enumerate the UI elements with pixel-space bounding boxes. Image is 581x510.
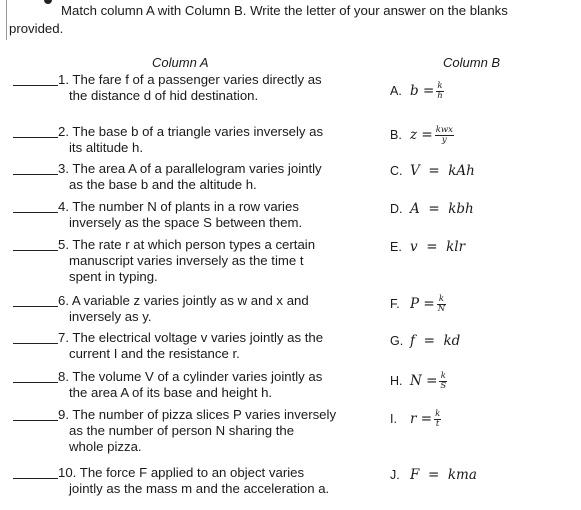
column-a-item <box>13 407 353 456</box>
fraction-denominator: S <box>440 381 447 391</box>
column-b-choice <box>390 163 475 179</box>
answer-blank[interactable] <box>13 478 58 479</box>
formula-equals: = <box>426 373 438 389</box>
formula-lhs: P <box>410 296 424 312</box>
answer-blank[interactable] <box>13 420 58 421</box>
formula-fraction <box>434 410 441 429</box>
choice-formula <box>410 411 441 427</box>
answer-blank[interactable] <box>13 382 58 383</box>
fraction-numerator: k <box>437 295 446 305</box>
item-text-line: 8. The volume V of a cylinder varies jointly as <box>58 369 323 384</box>
column-a-item <box>13 72 353 104</box>
item-text-line: spent in typing. <box>69 269 158 285</box>
choice-formula <box>410 83 444 99</box>
answer-blank[interactable] <box>13 212 58 213</box>
answer-blank[interactable] <box>13 343 58 344</box>
column-b-choice <box>390 467 477 483</box>
item-text-line: 4. The number N of plants in a row varies <box>58 199 299 214</box>
column-a-item <box>13 293 353 325</box>
item-text-line: jointly as the mass m and the acceleration a. <box>69 481 330 497</box>
choice-letter: A. <box>390 84 402 98</box>
column-b-choice <box>390 333 460 349</box>
column-b-choice <box>390 372 447 391</box>
item-text-line: as the base b and the altitude h. <box>69 177 257 193</box>
formula-fraction <box>436 82 443 101</box>
formula-expression: F = kma <box>410 467 477 483</box>
choice-letter: G. <box>390 334 404 348</box>
item-text <box>58 199 353 231</box>
column-a-item <box>13 330 353 362</box>
item-text-line: inversely as y. <box>69 309 152 325</box>
fraction-numerator: k <box>440 371 446 381</box>
fraction-numerator: kwx <box>435 125 453 135</box>
choice-formula <box>410 201 474 217</box>
answer-blank[interactable] <box>13 85 58 86</box>
item-text-line: inversely as the space S between them. <box>69 215 303 231</box>
choice-formula <box>410 296 446 312</box>
item-text-line: 3. The area A of a parallelogram varies jointly <box>58 161 322 176</box>
choice-formula <box>410 373 447 389</box>
formula-equals: = <box>423 296 435 312</box>
choice-formula <box>410 467 477 483</box>
answer-blank[interactable] <box>13 306 58 307</box>
fraction-denominator: h <box>437 91 443 101</box>
choice-formula <box>410 163 475 179</box>
fraction-denominator: y <box>441 135 447 145</box>
choice-letter: H. <box>390 374 403 388</box>
item-text-line: 7. The electrical voltage v varies jointly as the <box>58 330 324 345</box>
item-text <box>58 465 353 497</box>
item-text <box>58 72 353 104</box>
choice-letter: E. <box>390 240 402 254</box>
formula-expression: f = kd <box>410 333 461 349</box>
column-b-heading: Column B <box>443 55 501 70</box>
fraction-numerator: k <box>435 409 441 419</box>
page-left-border <box>6 0 7 40</box>
item-text-line: 5. The rate r at which person types a certain <box>58 237 316 252</box>
column-b-choice <box>390 126 454 145</box>
formula-lhs: z <box>410 127 422 143</box>
item-text <box>58 124 353 156</box>
item-text-line: whole pizza. <box>69 439 142 455</box>
choice-letter: F. <box>390 297 400 311</box>
item-text-line: as the number of person N sharing the <box>69 423 295 439</box>
formula-equals: = <box>420 411 433 427</box>
item-text <box>58 293 353 325</box>
choice-formula <box>410 127 454 143</box>
column-b-choice <box>390 410 441 429</box>
item-text-line: 2. The base b of a triangle varies inversely as <box>58 124 324 139</box>
answer-blank[interactable] <box>13 174 58 175</box>
formula-equals: = <box>422 83 435 99</box>
formula-fraction <box>437 295 446 314</box>
formula-lhs: r <box>410 411 421 427</box>
choice-formula <box>410 333 460 349</box>
item-text <box>58 237 353 286</box>
choice-letter: B. <box>390 128 402 142</box>
column-a-heading: Column A <box>152 55 209 70</box>
item-text <box>58 330 353 362</box>
formula-expression: A = kbh <box>410 201 474 217</box>
column-b-choice <box>390 295 446 314</box>
answer-blank[interactable] <box>13 137 58 138</box>
instructions <box>9 2 569 37</box>
formula-lhs: b <box>410 83 423 99</box>
item-text-line: 9. The number of pizza slices P varies inversely <box>58 407 337 422</box>
choice-formula <box>410 239 465 255</box>
column-a-item <box>13 369 353 401</box>
fraction-numerator: k <box>437 81 443 91</box>
column-a-item <box>13 199 353 231</box>
item-text-line: the distance d of hid destination. <box>69 88 259 104</box>
fraction-denominator: t <box>435 419 440 429</box>
column-a-item <box>13 124 353 156</box>
instructions-line-1: Match column A with Column B. Write the letter of your answer on the blanks <box>61 3 508 18</box>
formula-expression: v = klr <box>410 239 466 255</box>
column-b-choice <box>390 82 444 101</box>
column-b-choice <box>390 201 474 217</box>
choice-letter: D. <box>390 202 403 216</box>
formula-expression: V = kAh <box>410 163 475 179</box>
instructions-line-2: provided. <box>9 20 64 36</box>
item-text-line: current I and the resistance r. <box>69 346 240 362</box>
column-a-item <box>13 161 353 193</box>
fraction-denominator: N <box>437 304 446 314</box>
item-text-line: its altitude h. <box>69 140 144 156</box>
item-text-line: manuscript varies inversely as the time t <box>69 253 304 269</box>
choice-letter: I. <box>390 412 397 426</box>
item-text-line: 6. A variable z varies jointly as w and x and <box>58 293 309 308</box>
item-text <box>58 161 353 193</box>
formula-fraction <box>439 372 447 391</box>
choice-letter: C. <box>390 164 403 178</box>
item-text-line: the area A of its base and height h. <box>69 385 273 401</box>
column-b-choice <box>390 239 465 255</box>
formula-lhs: N <box>410 373 427 389</box>
answer-blank[interactable] <box>13 250 58 251</box>
item-text-line: 1. The fare f of a passenger varies directly as <box>58 72 322 87</box>
column-a-item <box>13 237 353 286</box>
formula-equals: = <box>421 127 433 143</box>
item-text-line: 10. The force F applied to an object varies <box>58 465 305 480</box>
formula-fraction <box>435 126 454 145</box>
column-a-item <box>13 465 353 497</box>
item-text <box>58 369 353 401</box>
choice-letter: J. <box>390 468 400 482</box>
item-text <box>58 407 353 456</box>
